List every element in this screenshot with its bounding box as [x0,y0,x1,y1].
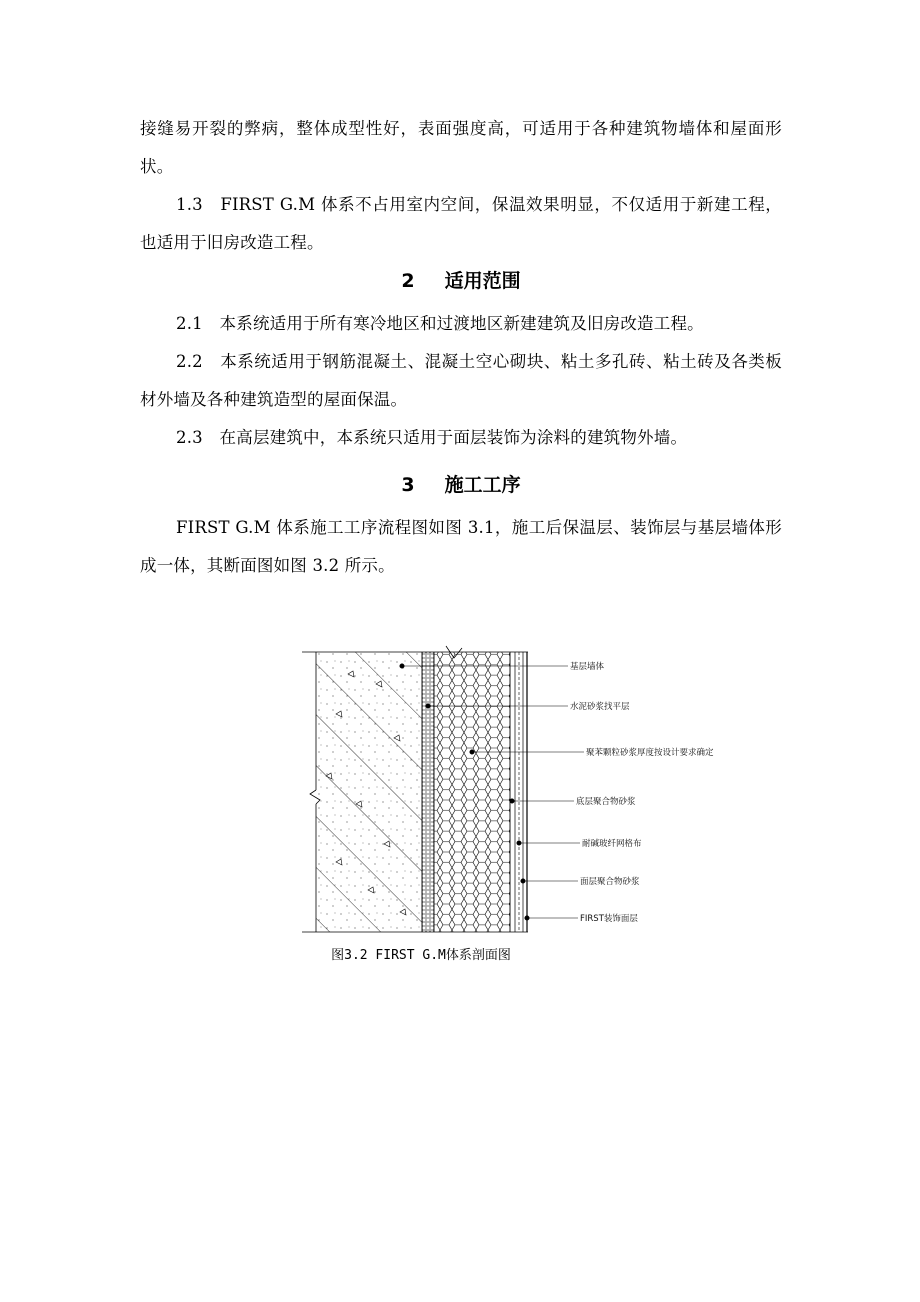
paragraph-2-1: 2.1 本系统适用于所有寒冷地区和过渡地区新建建筑及旧房改造工程。 [176,314,704,333]
label-base-wall: 基层墙体 [570,662,605,672]
paragraph-2-3: 2.3 在高层建筑中，本系统只适用于面层装饰为涂料的建筑物外墙。 [176,428,688,447]
label-surface-mortar: 面层聚合物砂浆 [580,877,640,887]
paragraph-3-intro: FIRST G.M 体系施工工序流程图如图 3.1，施工后保温层、装饰层与基层墙体形成一体，其断面图如图 3.2 所示。 [140,518,782,575]
paragraph-continuation: 接缝易开裂的弊病，整体成型性好，表面强度高，可适用于各种建筑物墙体和屋面形状。 [140,119,782,176]
label-insulation-layer: 聚苯颗粒砂浆厚度按设计要求确定 [586,748,714,758]
section-number: 3 [401,474,415,496]
leveling-layer [422,652,434,932]
section-heading-3 [140,470,782,500]
base-wall-layer [310,652,422,932]
label-fiberglass-mesh: 耐碱玻纤网格布 [582,839,642,849]
label-decorative-layer: FIRST装饰面层 [580,914,638,924]
outer-layers [515,652,527,932]
paragraph-1-3: 1.3 FIRST G.M 体系不占用室内空间，保温效果明显，不仅适用于新建工程，也适用于旧房改造工程。 [140,195,782,252]
label-leveling-layer: 水泥砂浆找平层 [570,702,630,712]
section-heading-2 [140,266,782,296]
label-base-mortar: 底层聚合物砂浆 [576,797,636,807]
paragraph-2-2: 2.2 本系统适用于钢筋混凝土、混凝土空心砌块、粘土多孔砖、粘土砖及各类板材外墙及各种建筑造型的屋面保温。 [140,352,782,409]
section-title: 适用范围 [444,270,521,292]
section-title: 施工工序 [444,474,521,496]
section-number: 2 [401,270,415,292]
wall-cross-section-figure [296,644,716,944]
figure-caption: 图3.2 FIRST G.M体系剖面图 [331,948,511,963]
insulation-layer [434,646,510,932]
